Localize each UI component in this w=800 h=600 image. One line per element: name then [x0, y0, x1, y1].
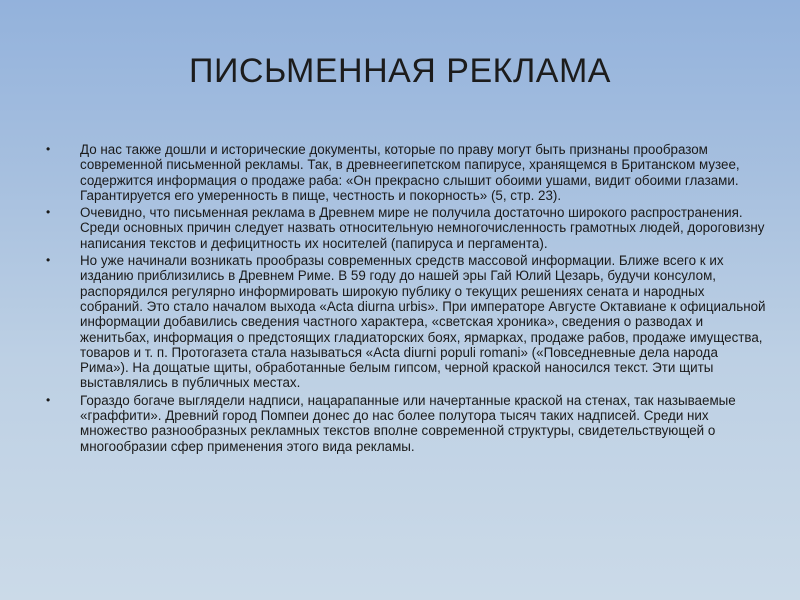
- bullet-icon: •: [46, 205, 51, 220]
- paragraph-text: До нас также дошли и исторические документы, которые по праву могут быть признаны прообразом современной письменной рекламы. Так, в древнеегипетском папирусе, хранящемся в Британском музее, содержится информация о продаже раба: «Он прекрасно слышит обоими ушами, видит обоими глазами. Гарантируется его умеренность в пище, честность и покорность» (5, стр. 23).: [80, 142, 740, 203]
- paragraph-2: [46, 205, 766, 251]
- bullet-icon: •: [46, 392, 51, 407]
- bullet-icon: •: [46, 253, 51, 268]
- bullet-icon: •: [46, 142, 51, 156]
- slide-body: [46, 142, 766, 456]
- paragraph-text: Но уже начинали возникать прообразы современных средств массовой информации. Ближе всего к их изданию приблизились в Древнем Риме. В 59 году до нашей эры Гай Юлий Цезарь, будучи консулом, распорядился регулярно информировать широкую публику о текущих решениях сената и народных собраний. Это стало началом выхода «Acta diurna urbis». При императоре Августе Октавиане к официальной информации добавились сведения частного характера, «светская хроника», сведения о разводах и женитьбах, информация о предстоящих гладиаторских боях, ярмарках, продаже рабов, продаже имущества, товаров и т. п. Протогазета стала называться «Acta diurni populi romani» («Повседневные дела народа Рима»). На дощатые щиты, обработанные белым гипсом, черной краской наносился текст. Эти щиты выставлялись в публичных местах.: [80, 253, 766, 391]
- paragraph-text: Очевидно, что письменная реклама в Древнем мире не получила достаточно широкого распространения. Среди основных причин следует назвать относительную немногочисленность грамотных людей, дороговизну написания текстов и дефицитность их носителей (папируса и пергамента).: [80, 205, 765, 251]
- paragraph-4: [46, 393, 766, 454]
- slide-title: ПИСЬМЕННАЯ РЕКЛАМА: [189, 52, 611, 90]
- paragraph-1: [46, 142, 766, 203]
- paragraph-3: [46, 253, 766, 391]
- paragraph-text: Гораздо богаче выглядели надписи, нацарапанные или начертанные краской на стенах, так называемые «граффити». Древний город Помпеи донес до нас более полутора тысяч таких надписей. Среди них множество разнообразных рекламных текстов вполне современной структуры, свидетельствующей о многообразии сфер применения этого вида рекламы.: [80, 392, 736, 454]
